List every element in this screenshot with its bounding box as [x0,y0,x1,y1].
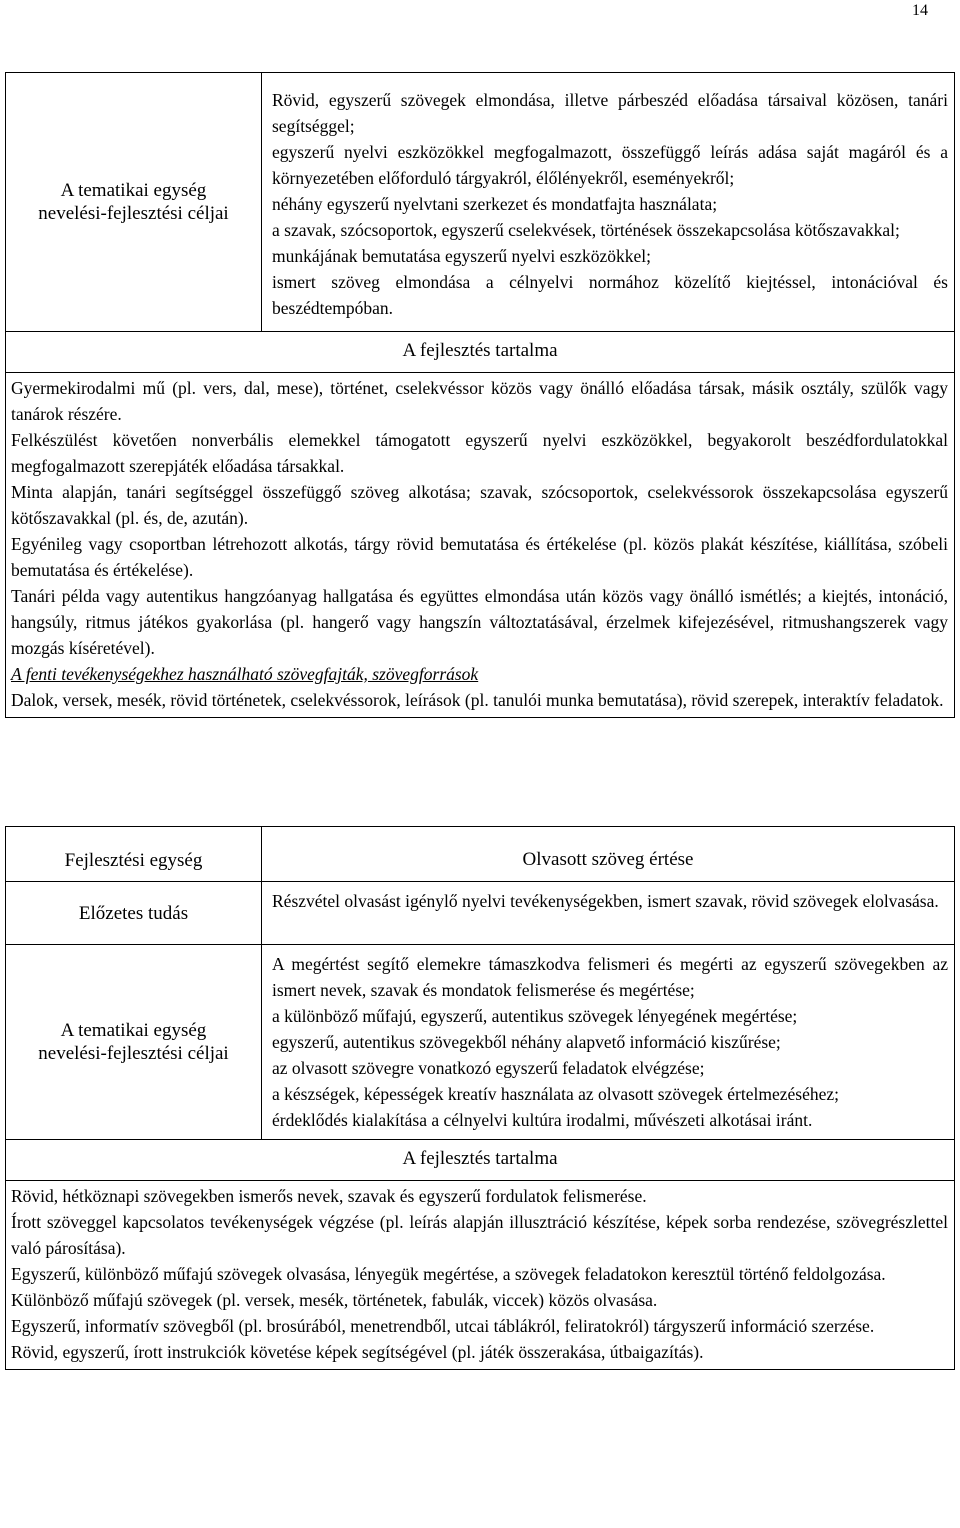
goal-item: egyszerű, autentikus szövegekből néhány alapvető információ kiszűrése; [272,1032,781,1052]
goal-item: néhány egyszerű nyelvtani szerkezet és mondatfajta használata; [272,194,718,214]
content-heading: A fejlesztés tartalma [6,1140,955,1181]
content-paragraph: Felkészülést követően nonverbális elemekkel támogatott egyszerű nyelvi eszközökkel, begyakorolt beszédfordulatokkal megfogalmazott szerepjáték előadása társakkal. [11,430,948,476]
content-cell [6,373,955,718]
goals-label-cell [6,73,262,332]
text-types-heading: A fenti tevékenységekhez használható szövegfajták, szövegforrások [11,664,479,684]
goals-label-line1: A tematikai egység [60,180,207,201]
unit-title: Olvasott szöveg értése [262,827,955,882]
page-number: 14 [912,2,928,19]
content-paragraph: Egyszerű, informatív szövegből (pl. brosúrából, menetrendből, utcai táblákról, feliratokról) tárgyszerű információ szerzése. [11,1316,875,1336]
prior-knowledge-label: Előzetes tudás [6,882,262,945]
content-paragraph: Tanári példa vagy autentikus hangzóanyag hallgatása és együttes elmondása után közös vagy önálló ismétlés; a kiejtés, intonáció, hangsúly, ritmus játékos gyakorlása (pl. hangerő vagy hangszín változtatásával, érzelmek kifejezésével, ritmushangszerek vagy mozgás kíséretével). [11,586,948,658]
goal-item: a készségek, képességek kreatív használata az olvasott szövegek értelmezéséhez; [272,1084,840,1104]
goal-item: egyszerű nyelvi eszközökkel megfogalmazott, összefüggő leírás adása saját magáról és a környezetében előforduló tárgyakról, élőlényekről, eseményekről; [272,142,948,188]
content-paragraph: Egyénileg vagy csoportban létrehozott alkotás, tárgy rövid bemutatása és értékelése (pl. közös plakát készítése, kiállítása, szóbeli bemutatása és értékelése). [11,534,948,580]
content-paragraph: Rövid, egyszerű, írott instrukciók követése képek segítségével (pl. játék összerakása, útbaigazítás). [11,1342,704,1362]
goal-item: ismert szöveg elmondása a célnyelvi normához közelítő kiejtéssel, intonációval és beszédtempóban. [272,272,948,318]
goal-item: a különböző műfajú, egyszerű, autentikus szövegek lényegének megértése; [272,1006,798,1026]
goal-item: munkájának bemutatása egyszerű nyelvi eszközökkel; [272,246,652,266]
content-paragraph: Gyermekirodalmi mű (pl. vers, dal, mese), történet, cselekvéssor közös vagy önálló előadása társak, másik osztály, szülők vagy tanárok részére. [11,378,948,424]
prior-knowledge-text: Részvétel olvasást igénylő nyelvi tevékenységekben, ismert szavak, rövid szövegek elolvasása. [262,882,955,945]
section-table-2 [5,826,955,1370]
goals-cell [262,945,955,1140]
text-types: Dalok, versek, mesék, rövid történetek, cselekvéssorok, leírások (pl. tanulói munka bemutatása), rövid szerepek, interaktív feladatok. [11,690,944,710]
goals-label-line2: nevelési-fejlesztési céljai [38,203,229,224]
content-paragraph: Rövid, hétköznapi szövegekben ismerős nevek, szavak és egyszerű fordulatok felismerése. [11,1186,647,1206]
goals-label-cell [6,945,262,1140]
content-cell [6,1181,955,1370]
goals-label-line1: A tematikai egység [60,1020,207,1041]
goal-item: a szavak, szócsoportok, egyszerű cselekvések, történések összekapcsolása kötőszavakkal; [272,220,900,240]
goals-label-line2: nevelési-fejlesztési céljai [38,1043,229,1064]
content-paragraph: Minta alapján, tanári segítséggel összefüggő szöveg alkotása; szavak, szócsoportok, cselekvéssorok összekapcsolása egyszerű kötőszavakkal (pl. és, de, azután). [11,482,948,528]
unit-label: Fejlesztési egység [6,827,262,882]
content-heading: A fejlesztés tartalma [6,332,955,373]
goal-item: Rövid, egyszerű szövegek elmondása, illetve párbeszéd előadása társaival közösen, tanári segítséggel; [272,90,948,136]
goal-item: A megértést segítő elemekre támaszkodva felismeri és megérti az egyszerű szövegekben az ismert nevek, szavak és mondatok felismerése és megértése; [272,954,948,1000]
goals-cell [262,73,955,332]
content-paragraph: Egyszerű, különböző műfajú szövegek olvasása, lényegük megértése, a szövegek feladatokon keresztül történő feldolgozása. [11,1264,886,1284]
section-table-1 [5,72,955,718]
content-paragraph: Különböző műfajú szövegek (pl. versek, mesék, történetek, fabulák, viccek) közös olvasása. [11,1290,658,1310]
goal-item: az olvasott szövegre vonatkozó egyszerű feladatok elvégzése; [272,1058,705,1078]
content-paragraph: Írott szöveggel kapcsolatos tevékenységek végzése (pl. leírás alapján illusztráció készítése, képek sorba rendezése, szövegrészlettel való párosítása). [11,1212,948,1258]
goal-item: érdeklődés kialakítása a célnyelvi kultúra irodalmi, művészeti alkotásai iránt. [272,1110,813,1130]
